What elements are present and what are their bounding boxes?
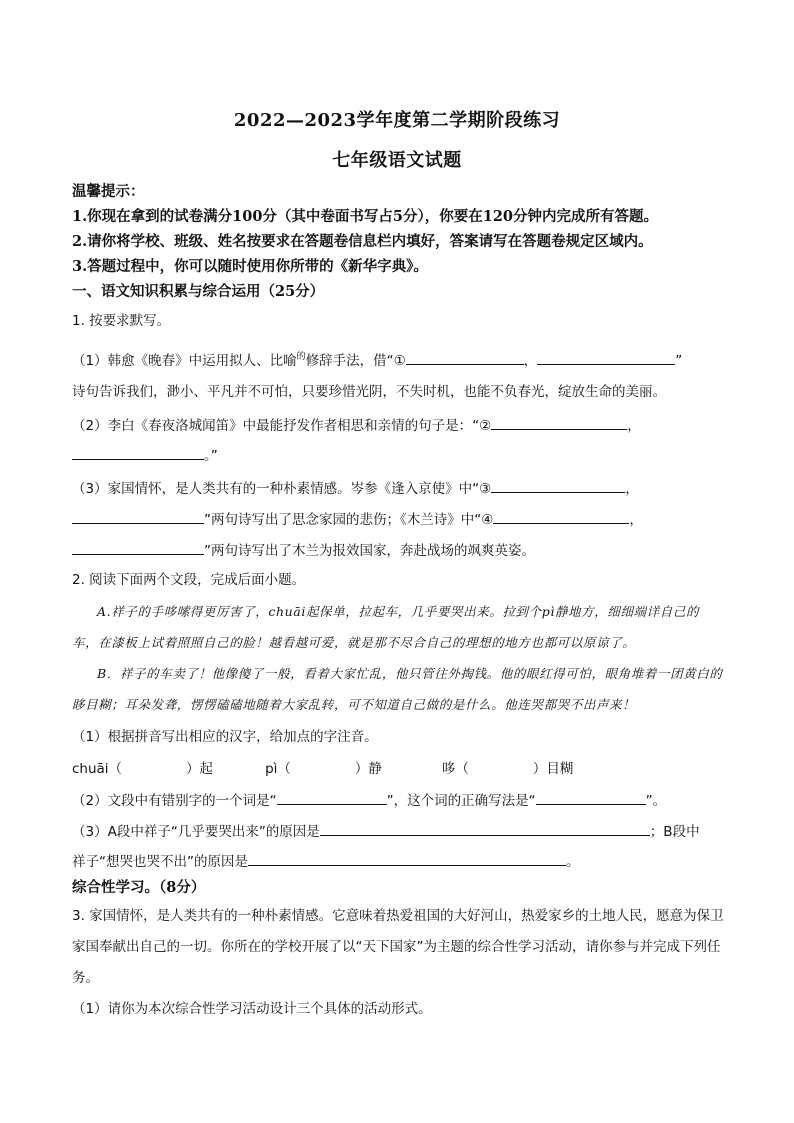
answer-blank-reason-b[interactable] — [248, 851, 566, 866]
q1-part1-line1 — [72, 350, 682, 372]
q1-part3-line1 — [72, 478, 639, 498]
answer-blank-4[interactable] — [493, 509, 629, 524]
pinyin-pi: pì（ — [265, 761, 291, 777]
q1-part1-text-b: 修辞手法，借“① — [305, 353, 406, 369]
passage-a: A.祥子的手哆嗦得更厉害了，chuāi起保单，拉起车，几乎要哭出来。拉到个pì静地方，细细端详自己的车，在漆板上试着照照自己的脸！越看越可爱，就是那不尽合自己的理想的地方也都可以原谅了。 — [72, 604, 700, 650]
q1-part3-line2 — [72, 509, 643, 529]
answer-blank-4b[interactable] — [72, 540, 204, 555]
q2-sub2-text-a: （2）文段中有错别字的一个词是“ — [72, 793, 277, 809]
exam-title: 2022—2023学年度第二学期阶段练习 — [233, 110, 561, 131]
q1-part3-line3 — [72, 540, 535, 560]
q2-sub3-text-a: （3）A段中祥子“几乎要哭出来”的原因是 — [72, 824, 320, 840]
q2-sub2 — [72, 790, 666, 810]
q1-part2-end: 。” — [204, 448, 218, 464]
passage-b: B．祥子的车卖了！他像傻了一般，看着大家忙乱，他只管往外掏钱。他的眼红得可怕，眼角堆着一团黄白的眵目糊；耳朵发聋，愣愣磕磕地随着大家乱转，可不知道自己做的是什么。他连哭都哭不出声来！ — [72, 666, 723, 712]
pinyin-chi: 哆（ — [441, 761, 469, 777]
tips-heading: 温馨提示： — [72, 183, 145, 200]
q1-part1-sup: 的 — [296, 352, 306, 362]
answer-blank-1b[interactable] — [537, 350, 675, 365]
q2-sub3-text-c: 祥子“想哭也哭不出”的原因是 — [72, 854, 248, 870]
q2-sub2-text-b: ”，这个词的正确写法是“ — [386, 793, 536, 809]
q3-sub1: （1）请你为本次综合性学习活动设计三个具体的活动形式。 — [72, 1001, 432, 1017]
pinyin-chi-end: ）目糊 — [532, 761, 574, 777]
q2-pinyin-row — [72, 760, 573, 778]
answer-blank-3[interactable] — [491, 478, 625, 493]
q3-stem: 3. 家国情怀，是人类共有的一种朴素情感。它意味着热爱祖国的大好河山，热爱家乡的土地人民，愿意为保卫家国奉献出自己的一切。你所在的学校开展了以“天下国家”为主题的综合性学习活动，请你参与并完成下列任务。 — [72, 908, 724, 986]
tip-item-2: 2.请你将学校、班级、姓名按要求在答题卷信息栏内填好，答案请写在答题卷规定区域内。 — [72, 233, 653, 250]
answer-blank-correct-word[interactable] — [536, 790, 646, 805]
q1-part2-line2 — [72, 445, 218, 465]
q1-stem: 1. 按要求默写。 — [72, 313, 171, 329]
section2-heading: 综合性学习。（8分） — [72, 879, 206, 896]
pinyin-chuai-end: ）起 — [186, 761, 214, 777]
tip-item-1: 1.你现在拿到的试卷满分100分（其中卷面书写占5分），你要在120分钟内完成所有答题。 — [72, 208, 659, 225]
q1-part1-line2: 诗句告诉我们，渺小、平凡并不可怕，只要珍惜光阴，不失时机，也能不负春光，绽放生命的美丽。 — [72, 384, 666, 400]
q1-part3-comma: ， — [625, 481, 639, 497]
exam-subtitle: 七年级语文试题 — [332, 150, 462, 171]
q2-sub3-line2 — [72, 851, 580, 871]
q1-part3-comma2: ， — [629, 512, 643, 528]
answer-blank-2[interactable] — [491, 415, 627, 430]
q1-part1-comma: ， — [523, 353, 538, 369]
pinyin-pi-end: ）静 — [354, 761, 382, 777]
answer-blank-wrong-word[interactable] — [277, 790, 387, 805]
q1-part2-comma: ， — [627, 418, 641, 434]
q2-sub1: （1）根据拼音写出相应的汉字，给加点的字注音。 — [72, 729, 378, 745]
answer-blank-reason-a[interactable] — [320, 821, 650, 836]
q2-sub3-text-d: 。 — [566, 854, 580, 870]
q1-part3-mid: ”两句诗写出了思念家园的悲伤；《木兰诗》中“④ — [204, 512, 494, 528]
answer-blank-1[interactable] — [406, 350, 524, 365]
q2-stem: 2. 阅读下面两个文段，完成后面小题。 — [72, 572, 306, 588]
q1-part3-text: （3）家国情怀，是人类共有的一种朴素情感。岑参《逢入京使》中“③ — [72, 481, 492, 497]
q1-part2-text: （2）李白《春夜洛城闻笛》中最能抒发作者相思和亲情的句子是：“② — [72, 418, 492, 434]
q1-part2-line1 — [72, 415, 641, 435]
q1-part3-end: ”两句诗写出了木兰为报效国家，奔赴战场的飒爽英姿。 — [204, 543, 535, 559]
q1-part1-text-a: （1）韩愈《晚春》中运用拟人、比喻 — [72, 353, 297, 369]
section1-heading: 一、语文知识积累与综合运用（25分） — [72, 283, 325, 300]
q2-sub3-text-b: ；B段中 — [649, 824, 700, 840]
answer-blank-2b[interactable] — [72, 445, 204, 460]
q2-sub3-line1 — [72, 821, 700, 841]
pinyin-chuai: chuāi（ — [72, 761, 123, 777]
tip-item-3: 3.答题过程中，你可以随时使用你所带的《新华字典》。 — [72, 258, 428, 275]
answer-blank-3b[interactable] — [72, 509, 204, 524]
q1-part1-quote: ” — [675, 353, 683, 369]
q2-sub2-text-c: ”。 — [645, 793, 667, 809]
